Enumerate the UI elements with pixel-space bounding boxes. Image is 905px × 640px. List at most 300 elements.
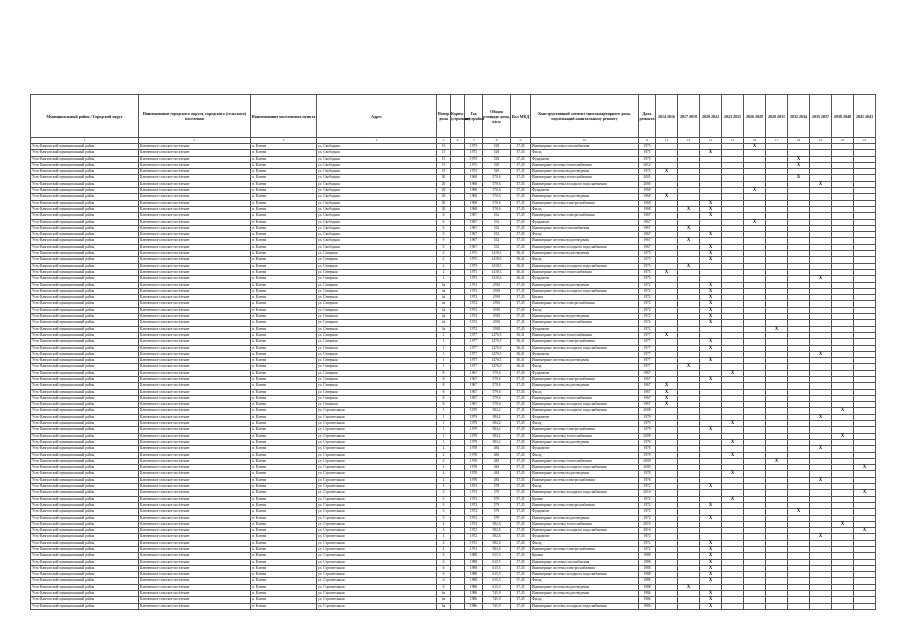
repair-date-cell: 1968 <box>639 188 656 194</box>
area-cell: 2918 <box>483 314 511 320</box>
street-cell: ул. Строительная <box>317 414 437 420</box>
house-number-cell: 1 <box>437 427 451 433</box>
street-cell: ул. Строительная <box>317 603 437 609</box>
district-cell: Усть-Камчатский муниципальный район <box>31 509 139 515</box>
settlement-cell: Ключевское сельское поселение <box>139 421 251 427</box>
repair-date-cell: 1968 <box>639 200 656 206</box>
year-cell: 1977 <box>465 351 483 357</box>
district-cell: Усть-Камчатский муниципальный район <box>31 502 139 508</box>
street-cell: ул. Строительная <box>317 433 437 439</box>
repair-date-cell: 1967 <box>639 225 656 231</box>
settlement-cell: Ключевское сельское поселение <box>139 144 251 150</box>
year-cell: 1972 <box>465 547 483 553</box>
street-cell: ул. Строительная <box>317 446 437 452</box>
element-cell: Инженерные системы электроснабжения <box>531 547 639 553</box>
settlement-cell: Ключевское сельское поселение <box>139 345 251 351</box>
locality-cell: п. Ключи <box>251 572 317 578</box>
locality-cell: п. Ключи <box>251 389 317 395</box>
year-cell: 1967 <box>465 395 483 401</box>
district-cell: Усть-Камчатский муниципальный район <box>31 175 139 181</box>
locality-cell: п. Ключи <box>251 433 317 439</box>
year-cell: 1978 <box>465 477 483 483</box>
count-cell: 37,45 <box>511 433 531 439</box>
period-mark-cell: X <box>722 439 744 445</box>
repair-date-cell: 1988 <box>639 578 656 584</box>
street-cell: ул. Северная <box>317 282 437 288</box>
street-cell: ул. Свободная <box>317 194 437 200</box>
period-mark-cell: X <box>854 490 876 496</box>
count-cell: 37,45 <box>511 603 531 609</box>
repair-date-cell: 1967 <box>639 213 656 219</box>
count-cell: 37,45 <box>511 509 531 515</box>
street-cell: ул. Северная <box>317 301 437 307</box>
repair-date-cell: 1986 <box>639 597 656 603</box>
element-cell: Инженерные системы холодного водоснабжения <box>531 408 639 414</box>
year-cell: 1977 <box>465 358 483 364</box>
repair-date-cell: 1967 <box>639 244 656 250</box>
count-cell: 37,45 <box>511 150 531 156</box>
street-cell: ул. Свободная <box>317 181 437 187</box>
locality-cell: п. Ключи <box>251 301 317 307</box>
house-number-cell: 6 <box>437 584 451 590</box>
element-cell: Фасад <box>531 150 639 156</box>
count-cell: 36,41 <box>511 345 531 351</box>
house-number-cell: 1 <box>437 439 451 445</box>
area-cell: 1418,3 <box>483 251 511 257</box>
year-cell: 1967 <box>465 376 483 382</box>
street-cell: ул. Северная <box>317 307 437 313</box>
period-mark-cell: X <box>722 471 744 477</box>
count-cell: 37,45 <box>511 144 531 150</box>
repair-date-cell: 1978 <box>639 477 656 483</box>
repair-date-cell: 2010 <box>639 528 656 534</box>
count-cell: 36,41 <box>511 351 531 357</box>
district-cell: Усть-Камчатский муниципальный район <box>31 578 139 584</box>
element-cell: Фасад <box>531 578 639 584</box>
area-cell: 584,2 <box>483 439 511 445</box>
area-cell: 1418,3 <box>483 269 511 275</box>
column-number: 18 <box>788 138 810 144</box>
column-header: 2038 2040 <box>832 95 854 138</box>
locality-cell: п. Ключи <box>251 439 317 445</box>
settlement-cell: Ключевское сельское поселение <box>139 496 251 502</box>
count-cell: 36,41 <box>511 263 531 269</box>
district-cell: Усть-Камчатский муниципальный район <box>31 477 139 483</box>
element-cell: Инженерные системы теплоснабжения <box>531 521 639 527</box>
locality-cell: п. Ключи <box>251 162 317 168</box>
settlement-cell: Ключевское сельское поселение <box>139 597 251 603</box>
count-cell: 36,41 <box>511 332 531 338</box>
street-cell: ул. Строительная <box>317 496 437 502</box>
count-cell: 37,45 <box>511 427 531 433</box>
repair-date-cell: 1979 <box>639 421 656 427</box>
settlement-cell: Ключевское сельское поселение <box>139 509 251 515</box>
year-cell: 1979 <box>465 414 483 420</box>
house-number-cell: 6 <box>437 572 451 578</box>
count-cell: 37,45 <box>511 232 531 238</box>
count-cell: 37,45 <box>511 169 531 175</box>
period-mark-cell: X <box>700 307 722 313</box>
element-cell: Инженерные системы водоотведения <box>531 238 639 244</box>
count-cell: 37,45 <box>511 219 531 225</box>
repair-date-cell: 1986 <box>639 591 656 597</box>
settlement-cell: Ключевское сельское поселение <box>139 528 251 534</box>
area-cell: 529 <box>483 144 511 150</box>
street-cell: ул. Северная <box>317 295 437 301</box>
count-cell: 37,45 <box>511 320 531 326</box>
year-cell: 1975 <box>465 156 483 162</box>
area-cell: 579 <box>483 502 511 508</box>
district-cell: Усть-Камчатский муниципальный район <box>31 326 139 332</box>
period-mark-cell: X <box>700 597 722 603</box>
area-cell: 582,6 <box>483 540 511 546</box>
repair-date-cell: 1967 <box>639 232 656 238</box>
street-cell: ул. Северная <box>317 263 437 269</box>
period-mark-cell <box>722 603 744 609</box>
house-number-cell: 4а <box>437 288 451 294</box>
locality-cell: п. Ключи <box>251 484 317 490</box>
year-cell: 1988 <box>465 553 483 559</box>
area-cell: 579,6 <box>483 383 511 389</box>
street-cell: ул. Строительная <box>317 502 437 508</box>
column-header: 2032 2034 <box>788 95 810 138</box>
house-number-cell: 1 <box>437 364 451 370</box>
period-mark-cell: X <box>678 364 700 370</box>
house-number-cell: 4 <box>437 521 451 527</box>
settlement-cell: Ключевское сельское поселение <box>139 584 251 590</box>
settlement-cell: Ключевское сельское поселение <box>139 502 251 508</box>
element-cell: Фасад <box>531 206 639 212</box>
count-cell: 36,41 <box>511 269 531 275</box>
year-cell: 1988 <box>465 584 483 590</box>
district-cell: Усть-Камчатский муниципальный район <box>31 559 139 565</box>
column-number: 17 <box>766 138 788 144</box>
street-cell: ул. Строительная <box>317 597 437 603</box>
locality-cell: п. Ключи <box>251 408 317 414</box>
street-cell: ул. Северная <box>317 276 437 282</box>
period-mark-cell: X <box>678 263 700 269</box>
year-cell: 1967 <box>465 389 483 395</box>
element-cell: Инженерные системы холодного водоснабжения <box>531 490 639 496</box>
element-cell: Фундамент <box>531 509 639 515</box>
period-mark-cell: X <box>678 584 700 590</box>
element-cell: Инженерные системы водоотведения <box>531 251 639 257</box>
count-cell: 37,45 <box>511 225 531 231</box>
count-cell: 37,45 <box>511 395 531 401</box>
house-number-cell: 6 <box>437 553 451 559</box>
repair-date-cell: 1975 <box>639 156 656 162</box>
house-number-cell: 9 <box>437 244 451 250</box>
house-number-cell: 3 <box>437 484 451 490</box>
settlement-cell: Ключевское сельское поселение <box>139 288 251 294</box>
repair-date-cell: 1988 <box>639 584 656 590</box>
area-cell: 615,5 <box>483 584 511 590</box>
settlement-cell: Ключевское сельское поселение <box>139 194 251 200</box>
locality-cell: п. Ключи <box>251 320 317 326</box>
year-cell: 1975 <box>465 276 483 282</box>
count-cell: 37,45 <box>511 181 531 187</box>
repair-date-cell: 1975 <box>639 150 656 156</box>
period-mark-cell: X <box>854 528 876 534</box>
year-cell: 1979 <box>465 408 483 414</box>
locality-cell: п. Ключи <box>251 502 317 508</box>
locality-cell: п. Ключи <box>251 358 317 364</box>
house-number-cell: 8 <box>437 383 451 389</box>
house-number-cell: 4а <box>437 320 451 326</box>
element-cell: Инженерные системы водоотведения <box>531 383 639 389</box>
area-cell: 2918 <box>483 326 511 332</box>
year-cell: 1972 <box>465 484 483 490</box>
count-cell: 36,41 <box>511 257 531 263</box>
street-cell: ул. Северная <box>317 257 437 263</box>
house-number-cell: 1 <box>437 408 451 414</box>
locality-cell: п. Ключи <box>251 257 317 263</box>
period-mark-cell: X <box>678 238 700 244</box>
house-number-cell: 1 <box>437 339 451 345</box>
street-cell: ул. Свободная <box>317 200 437 206</box>
element-cell: Фасад <box>531 421 639 427</box>
element-cell: Фасад <box>531 364 639 370</box>
element-cell: Инженерные системы электроснабжения <box>531 477 639 483</box>
area-cell: 615,5 <box>483 572 511 578</box>
area-cell: 1476,5 <box>483 332 511 338</box>
settlement-cell: Ключевское сельское поселение <box>139 301 251 307</box>
count-cell: 37,45 <box>511 477 531 483</box>
period-mark-cell: X <box>678 225 700 231</box>
column-number: 20 <box>832 138 854 144</box>
locality-cell: п. Ключи <box>251 376 317 382</box>
element-cell: Фундамент <box>531 188 639 194</box>
repair-date-cell: 1977 <box>639 351 656 357</box>
element-cell: Инженерные системы электроснабжения <box>531 301 639 307</box>
repair-date-cell: 1988 <box>639 553 656 559</box>
element-cell: Крыша <box>531 496 639 502</box>
house-number-cell: 3 <box>437 496 451 502</box>
house-number-cell: 8 <box>437 389 451 395</box>
district-cell: Усть-Камчатский муниципальный район <box>31 370 139 376</box>
street-cell: ул. Северная <box>317 402 437 408</box>
settlement-cell: Ключевское сельское поселение <box>139 540 251 546</box>
period-mark-cell: X <box>744 219 766 225</box>
element-cell: Инженерные системы электроснабжения <box>531 427 639 433</box>
district-cell: Усть-Камчатский муниципальный район <box>31 446 139 452</box>
locality-cell: п. Ключи <box>251 496 317 502</box>
house-number-cell: 6 <box>437 225 451 231</box>
year-cell: 1972 <box>465 314 483 320</box>
year-cell: 1986 <box>465 591 483 597</box>
column-number: 21 <box>854 138 876 144</box>
year-cell: 1979 <box>465 439 483 445</box>
district-cell: Усть-Камчатский муниципальный район <box>31 603 139 609</box>
area-cell: 1476,5 <box>483 345 511 351</box>
settlement-cell: Ключевское сельское поселение <box>139 175 251 181</box>
area-cell: 1476,5 <box>483 364 511 370</box>
locality-cell: п. Ключи <box>251 232 317 238</box>
street-cell: ул. Северная <box>317 314 437 320</box>
year-cell: 1978 <box>465 465 483 471</box>
period-mark-cell: X <box>810 446 832 452</box>
year-cell: 1975 <box>465 263 483 269</box>
count-cell: 37,45 <box>511 452 531 458</box>
year-cell: 1968 <box>465 194 483 200</box>
locality-cell: п. Ключи <box>251 206 317 212</box>
element-cell: Инженерные системы холодного водоснабжения <box>531 402 639 408</box>
count-cell: 37,45 <box>511 502 531 508</box>
house-number-cell: 2 <box>437 269 451 275</box>
element-cell: Фундамент <box>531 414 639 420</box>
period-mark-cell: X <box>810 414 832 420</box>
district-cell: Усть-Камчатский муниципальный район <box>31 320 139 326</box>
settlement-cell: Ключевское сельское поселение <box>139 446 251 452</box>
period-mark-cell: X <box>700 288 722 294</box>
repair-date-cell: 1975 <box>639 276 656 282</box>
element-cell: Крыша <box>531 553 639 559</box>
repair-date-cell: 1967 <box>639 219 656 225</box>
house-number-cell: 6 <box>437 578 451 584</box>
house-number-cell: 15 <box>437 150 451 156</box>
house-number-cell: 2 <box>437 477 451 483</box>
column-header: Корпус (строение) <box>451 95 465 138</box>
district-cell: Усть-Камчатский муниципальный район <box>31 540 139 546</box>
repair-date-cell: 1975 <box>639 269 656 275</box>
house-number-cell: 6а <box>437 591 451 597</box>
year-cell: 1967 <box>465 402 483 408</box>
district-cell: Усть-Камчатский муниципальный район <box>31 597 139 603</box>
area-cell: 1476,5 <box>483 358 511 364</box>
area-cell: 1476,5 <box>483 339 511 345</box>
district-cell: Усть-Камчатский муниципальный район <box>31 414 139 420</box>
period-mark-cell: X <box>700 314 722 320</box>
house-number-cell: 4а <box>437 307 451 313</box>
street-cell: ул. Строительная <box>317 484 437 490</box>
count-cell: 37,45 <box>511 534 531 540</box>
street-cell: ул. Свободная <box>317 144 437 150</box>
house-number-cell: 1 <box>437 345 451 351</box>
year-cell: 1978 <box>465 471 483 477</box>
repair-date-cell: 1972 <box>639 547 656 553</box>
count-cell: 36,41 <box>511 251 531 257</box>
district-cell: Усть-Камчатский муниципальный район <box>31 169 139 175</box>
element-cell: Фундамент <box>531 370 639 376</box>
year-cell: 1979 <box>465 427 483 433</box>
locality-cell: п. Ключи <box>251 414 317 420</box>
street-cell: ул. Строительная <box>317 490 437 496</box>
count-cell: 37,45 <box>511 326 531 332</box>
locality-cell: п. Ключи <box>251 244 317 250</box>
street-cell: ул. Строительная <box>317 534 437 540</box>
count-cell: 37,45 <box>511 370 531 376</box>
column-number: 13 <box>678 138 700 144</box>
district-cell: Усть-Камчатский муниципальный район <box>31 251 139 257</box>
settlement-cell: Ключевское сельское поселение <box>139 232 251 238</box>
street-cell: ул. Строительная <box>317 553 437 559</box>
street-cell: ул. Свободная <box>317 162 437 168</box>
period-mark-cell: X <box>700 358 722 364</box>
area-cell: 570,6 <box>483 194 511 200</box>
locality-cell: п. Ключи <box>251 251 317 257</box>
area-cell: 2918 <box>483 282 511 288</box>
settlement-cell: Ключевское сельское поселение <box>139 603 251 609</box>
repair-date-cell: 1972 <box>639 314 656 320</box>
district-cell: Усть-Камчатский муниципальный район <box>31 188 139 194</box>
area-cell: 532 <box>483 238 511 244</box>
repair-date-cell: 1972 <box>639 502 656 508</box>
column-header: Дата ремонта <box>639 95 656 138</box>
settlement-cell: Ключевское сельское поселение <box>139 408 251 414</box>
column-header: Номер дома <box>437 95 451 138</box>
settlement-cell: Ключевское сельское поселение <box>139 150 251 156</box>
period-mark-cell: X <box>744 144 766 150</box>
settlement-cell: Ключевское сельское поселение <box>139 219 251 225</box>
street-cell: ул. Свободная <box>317 225 437 231</box>
street-cell: ул. Северная <box>317 332 437 338</box>
house-number-cell: 6 <box>437 219 451 225</box>
period-mark-cell: X <box>810 276 832 282</box>
element-cell: Инженерные системы водоотведения <box>531 194 639 200</box>
repair-date-cell: 1972 <box>639 320 656 326</box>
settlement-cell: Ключевское сельское поселение <box>139 244 251 250</box>
year-cell: 1988 <box>465 578 483 584</box>
street-cell: ул. Свободная <box>317 156 437 162</box>
street-cell: ул. Строительная <box>317 584 437 590</box>
year-cell: 1972 <box>465 534 483 540</box>
element-cell: Инженерные системы водоотведения <box>531 358 639 364</box>
area-cell: 579 <box>483 490 511 496</box>
column-number: 2 <box>139 138 251 144</box>
house-number-cell: 15 <box>437 169 451 175</box>
settlement-cell: Ключевское сельское поселение <box>139 314 251 320</box>
column-header: 2026 2028 <box>744 95 766 138</box>
element-cell: Инженерные системы газоснабжения <box>531 559 639 565</box>
street-cell: ул. Свободная <box>317 188 437 194</box>
year-cell: 1979 <box>465 433 483 439</box>
area-cell: 582,6 <box>483 521 511 527</box>
house-number-cell: 3 <box>437 515 451 521</box>
settlement-cell: Ключевское сельское поселение <box>139 465 251 471</box>
period-mark-cell: X <box>788 156 810 162</box>
element-cell: Инженерные системы теплоснабжения <box>531 458 639 464</box>
settlement-cell: Ключевское сельское поселение <box>139 351 251 357</box>
column-header: Кол МКД <box>511 95 531 138</box>
element-cell: Инженерные системы теплоснабжения <box>531 433 639 439</box>
settlement-cell: Ключевское сельское поселение <box>139 370 251 376</box>
district-cell: Усть-Камчатский муниципальный район <box>31 395 139 401</box>
street-cell: ул. Северная <box>317 358 437 364</box>
house-number-cell: 15 <box>437 144 451 150</box>
count-cell: 36,41 <box>511 339 531 345</box>
settlement-cell: Ключевское сельское поселение <box>139 206 251 212</box>
period-mark-cell: X <box>810 181 832 187</box>
column-number: 9 <box>511 138 531 144</box>
repair-date-cell: 1972 <box>639 282 656 288</box>
street-cell: ул. Северная <box>317 320 437 326</box>
district-cell: Усть-Камчатский муниципальный район <box>31 471 139 477</box>
district-cell: Усть-Камчатский муниципальный район <box>31 534 139 540</box>
count-cell: 37,45 <box>511 565 531 571</box>
house-number-cell: 3 <box>437 509 451 515</box>
count-cell: 37,45 <box>511 402 531 408</box>
count-cell: 37,45 <box>511 389 531 395</box>
element-cell: Инженерные системы холодного водоснабжения <box>531 465 639 471</box>
column-number: 8 <box>483 138 511 144</box>
period-mark-cell: X <box>700 251 722 257</box>
house-number-cell: 8 <box>437 395 451 401</box>
locality-cell: п. Ключи <box>251 307 317 313</box>
period-mark-cell: X <box>810 477 832 483</box>
area-cell: 570,6 <box>483 200 511 206</box>
element-cell: Инженерные системы холодного водоснабжения <box>531 244 639 250</box>
element-cell: Инженерные системы водоотведения <box>531 515 639 521</box>
